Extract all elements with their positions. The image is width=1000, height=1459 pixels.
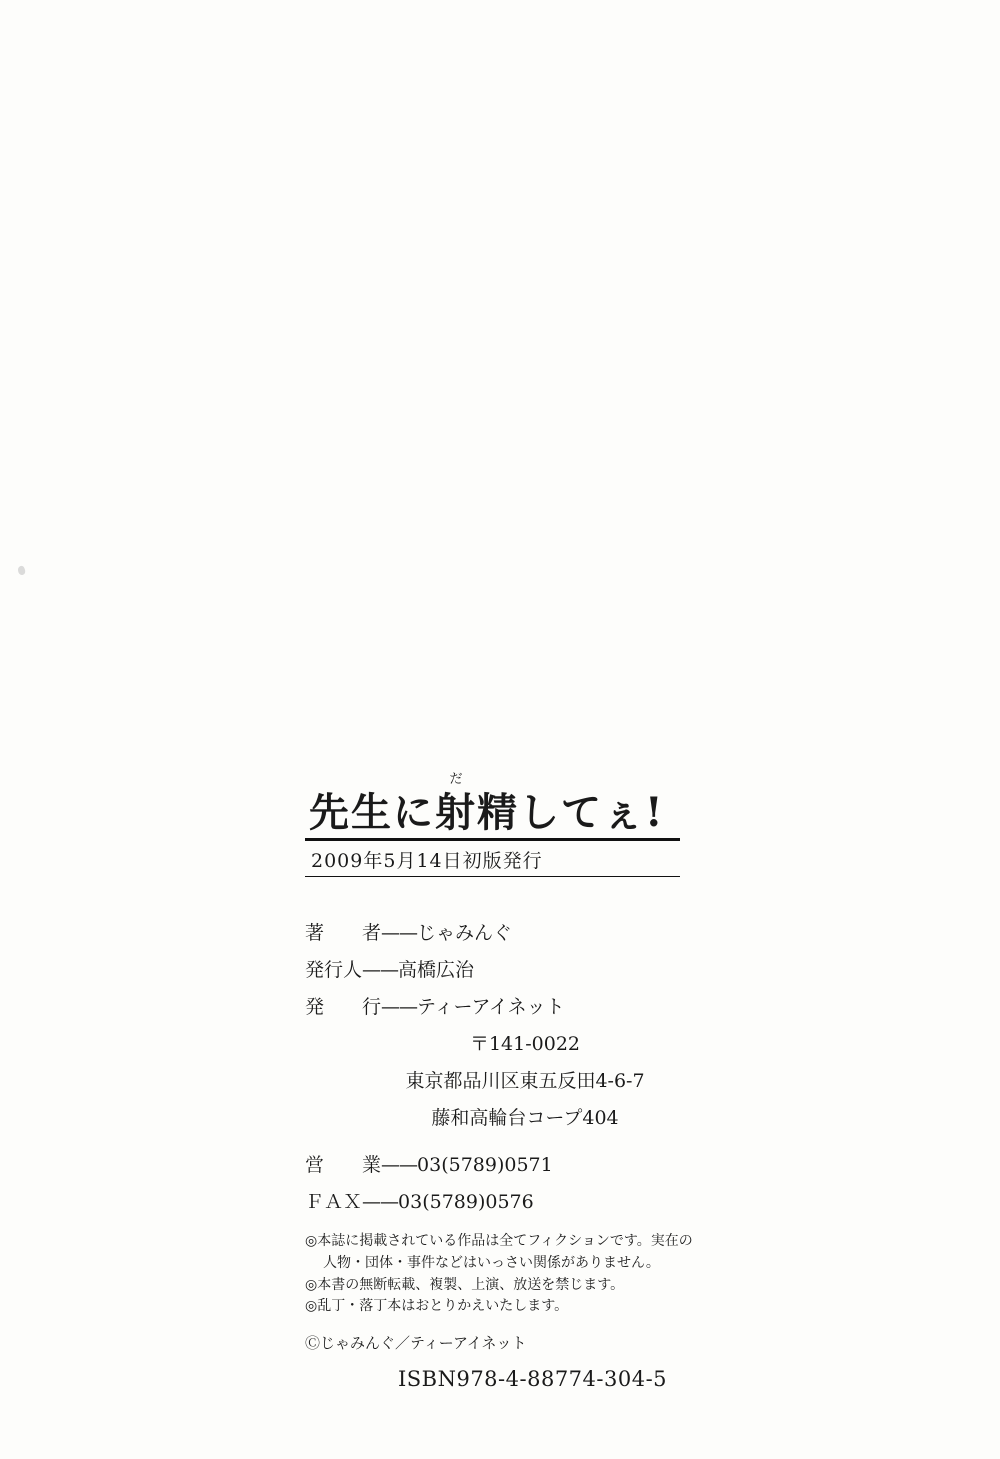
title-part-1: 先生に [309,789,435,836]
credit-row [305,989,705,1026]
credits-list [305,915,705,1221]
address-line: 藤和高輪台コープ404 [431,1107,619,1130]
credit-label: 発行人 [305,959,363,982]
colophon-block [305,772,705,1392]
ruby-base: 射 [435,789,477,836]
credit-separator: —— [381,922,418,944]
contact-row-fax [305,1184,705,1221]
legal-note [305,1275,705,1297]
credit-value: ティーアイネット [417,996,565,1019]
legal-note [305,1296,705,1318]
legal-notes [305,1231,705,1318]
credit-separator: —— [362,959,399,982]
title-part-2: 精してぇ! [477,789,665,836]
note-text: 乱丁・落丁本はおとりかえいたします。 [317,1298,569,1315]
contact-separator: —— [381,1154,418,1177]
contact-value: 03(5789)0571 [417,1154,553,1177]
legal-note [305,1231,705,1253]
credit-row [305,915,705,952]
ruby-text: だ [449,772,463,787]
title-block [305,772,705,877]
note-text: 本書の無断転載、複製、上演、放送を禁じます。 [317,1276,625,1293]
credit-row [305,952,705,989]
note-text: 本誌に掲載されている作品は全てフィクションです。実在の [317,1233,693,1250]
divider-thin [305,876,680,877]
credit-label: 発 行 [305,996,382,1019]
isbn-line: ISBN978-4-88774-304-5 [397,1367,668,1392]
address-line: 〒141-0022 [469,1033,581,1056]
address-line: 東京都品川区東五反田4-6-7 [405,1070,645,1093]
ruby-group [435,772,477,836]
contact-separator: —— [362,1191,399,1214]
credit-separator: —— [381,996,418,1019]
contact-value: 03(5789)0576 [398,1191,534,1214]
contact-label: 営 業 [305,1154,382,1177]
paper-speck [17,565,27,576]
book-title [305,772,705,836]
copyright-line: Ⓒじゃみんぐ／ティーアイネット [305,1334,527,1353]
note-bullet: ◎ [305,1298,318,1315]
contact-label: ＦＡＸ [305,1191,363,1214]
publication-date: 2009年5月14日初版発行 [311,850,543,872]
credit-value: 高橋広治 [398,959,475,982]
note-bullet: ◎ [305,1233,318,1250]
note-bullet: ◎ [305,1276,318,1293]
legal-note-continuation: 人物・団体・事件などはいっさい関係がありません。 [323,1255,660,1272]
credit-value: じゃみんぐ [417,922,513,944]
credit-label: 著 者 [305,922,382,944]
contact-row-sales [305,1147,705,1184]
